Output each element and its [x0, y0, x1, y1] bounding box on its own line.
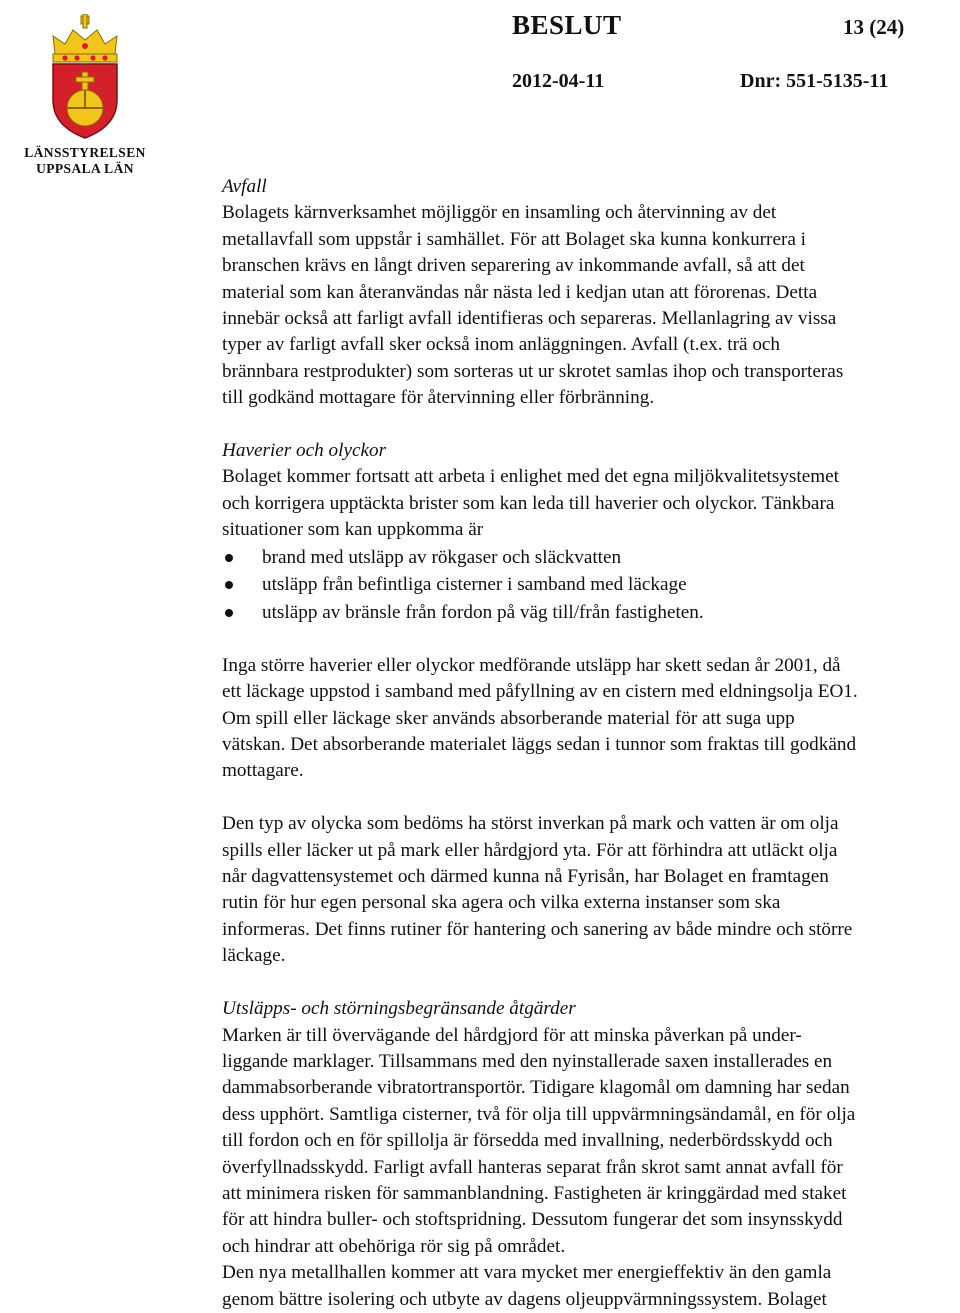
text-line: rutin för hur egen personal ska agera och vilka externa instanser som ska [222, 892, 781, 914]
crest-icon [47, 14, 123, 140]
text-line: informeras. Det finns rutiner för hantering och sanering av både mindre och större [222, 918, 853, 940]
document-type: BESLUT [512, 10, 622, 40]
text-line: och hindrar att obehöriga rör sig på området. [222, 1235, 566, 1257]
text-line: ett läckage uppstod i samband med påfyllning av en cistern med eldningsolja EO1. [222, 681, 858, 703]
text-line: Inga större haverier eller olyckor medförande utsläpp har skett sedan år 2001, då [222, 654, 841, 676]
text-line: till fordon och en för spillolja är försedda med invallning, nederbördsskydd och [222, 1130, 833, 1152]
text-line: typer av farligt avfall sker också inom anläggningen. Avfall (t.ex. trä och [222, 334, 781, 356]
paragraph-haverier-history [222, 653, 960, 785]
document-dnr: Dnr: 551-5135-11 [740, 70, 889, 92]
text-line: material som kan återanvändas når nästa led i kedjan utan att förorenas. Detta [222, 281, 818, 303]
agency-logo [18, 14, 152, 184]
agency-name-line2: UPPSALA LÄN [36, 161, 134, 176]
text-line: innebär också att farligt avfall identifieras och separeras. Mellanlagring av vissa [222, 308, 837, 330]
text-line: att minimera risken för sammanblandning. Fastigheten är kringgärdad med staket [222, 1182, 847, 1204]
text-line: dess upphört. Samtliga cisterner, två för olja till uppvärmningsändamål, en för olja [222, 1103, 856, 1125]
paragraph-atgarder [222, 1023, 960, 1313]
text-line: Den typ av olycka som bedöms ha störst inverkan på mark och vatten är om olja [222, 813, 839, 835]
text-line: metallavfall som uppstår i samhället. För att Bolaget ska kunna konkurrera i [222, 228, 807, 250]
text-line: genom bättre isolering och utbyte av dagens oljeuppvärmningssystem. Bolaget [222, 1288, 827, 1310]
text-line: läckage. [222, 945, 286, 967]
text-line: liggande marklager. Tillsammans med den nyinstallerade saxen installerades en [222, 1050, 833, 1072]
text-line: Om spill eller läckage sker används absorberande material för att suga upp [222, 707, 795, 729]
agency-name-line1: LÄNSSTYRELSEN [24, 145, 146, 160]
text-line: vätskan. Det absorberande materialet läggs sedan i tunnor som fraktas till godkänd [222, 734, 857, 756]
text-line: branschen krävs en långt driven separering av inkommande avfall, så att det [222, 255, 805, 277]
section-heading-atgarder: Utsläpps- och störningsbegränsande åtgärder [222, 998, 576, 1020]
text-line: mottagare. [222, 760, 304, 782]
page-number: 13 (24) [843, 15, 905, 39]
list-item: utsläpp från befintliga cisterner i samband med läckage [222, 571, 960, 599]
text-line: Bolagets kärnverksamhet möjliggör en insamling och återvinning av det [222, 202, 777, 224]
text-line: når dagvattensystemet och därmed kunna nå Fyrisån, har Bolaget en framtagen [222, 866, 829, 888]
paragraph-haverier-intro [222, 464, 960, 543]
document-date: 2012-04-11 [512, 70, 605, 92]
text-line: brännbara restprodukter) som sorteras ut ur skrotet samlas ihop och transporteras [222, 360, 844, 382]
text-line: Marken är till övervägande del hårdgjord för att minska påverkan på under- [222, 1024, 802, 1046]
text-line: för att hindra buller- och stoftspridning. Dessutom fungerar det som insynsskydd [222, 1209, 843, 1231]
paragraph-avfall [222, 200, 960, 411]
text-line: dammabsorberande vibratortransportör. Tidigare klagomål om damning har sedan [222, 1077, 850, 1099]
text-line: Bolaget kommer fortsatt att arbeta i enlighet med det egna miljökvalitetsystemet [222, 466, 840, 488]
text-line: situationer som kan uppkomma är [222, 519, 484, 541]
text-line: överfyllnadsskydd. Farligt avfall hanteras separat från skrot samt annat avfall för [222, 1156, 843, 1178]
bullet-list [222, 544, 960, 627]
text-line: och korrigera upptäckta brister som kan leda till haverier och olyckor. Tänkbara [222, 492, 835, 514]
list-item: brand med utsläpp av rökgaser och släckvatten [222, 544, 960, 572]
list-item: utsläpp av bränsle från fordon på väg till/från fastigheten. [222, 599, 960, 627]
section-heading-avfall: Avfall [222, 176, 267, 197]
text-line: Den nya metallhallen kommer att vara mycket mer energieffektiv än den gamla [222, 1262, 832, 1284]
text-line: till godkänd mottagare för återvinning eller förbränning. [222, 387, 655, 409]
document-body [222, 174, 960, 1313]
text-line: spills eller läcker ut på mark eller hårdgjord yta. För att förhindra att utläckt olja [222, 839, 838, 861]
paragraph-haverier-routines [222, 811, 960, 969]
section-heading-haverier: Haverier och olyckor [222, 440, 387, 462]
